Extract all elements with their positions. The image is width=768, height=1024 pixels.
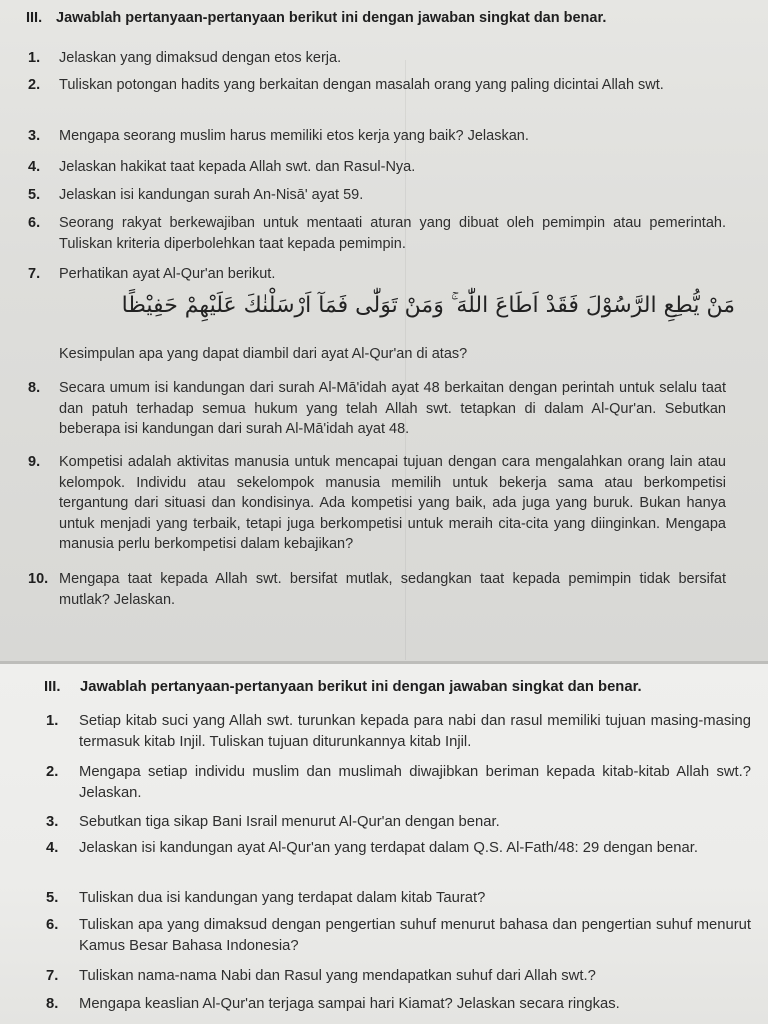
question-item	[28, 569, 726, 610]
question-item	[28, 378, 726, 440]
section-number: III.	[44, 679, 61, 695]
question-text: Perhatikan ayat Al-Qur'an berikut.	[59, 266, 276, 282]
question-item	[46, 711, 751, 753]
question-item	[28, 264, 726, 285]
question-number: 8.	[46, 996, 59, 1012]
section-heading	[26, 10, 606, 26]
question-number: 2.	[46, 764, 59, 780]
verse-question: Kesimpulan apa yang dapat diambil dari ayat Al-Qur'an di atas?	[59, 346, 468, 362]
question-item	[28, 213, 726, 254]
question-text: Jelaskan hakikat taat kepada Allah swt. dan Rasul-Nya.	[59, 159, 416, 175]
question-text: Mengapa taat kepada Allah swt. bersifat mutlak, sedangkan taat kepada pemimpin tidak bersifat mutlak? Jelaskan.	[59, 571, 726, 608]
question-number: 5.	[28, 187, 41, 203]
section-heading	[44, 679, 642, 695]
question-text: Sebutkan tiga sikap Bani Israil menurut Al-Qur'an dengan benar.	[79, 814, 500, 830]
question-number: 6.	[28, 215, 41, 231]
question-item	[28, 126, 726, 147]
question-item	[46, 838, 751, 859]
question-item	[46, 966, 751, 987]
question-text: Mengapa seorang muslim harus memiliki etos kerja yang baik? Jelaskan.	[59, 128, 529, 144]
question-item	[46, 812, 751, 833]
question-text: Jelaskan yang dimaksud dengan etos kerja.	[59, 50, 342, 66]
question-text: Tuliskan dua isi kandungan yang terdapat dalam kitab Taurat?	[79, 890, 486, 906]
question-text: Tuliskan potongan hadits yang berkaitan dengan masalah orang yang paling dicintai Allah swt.	[59, 77, 664, 93]
question-number: 8.	[28, 380, 41, 396]
question-item	[28, 452, 726, 555]
question-number: 10.	[28, 571, 49, 587]
question-text: Tuliskan nama-nama Nabi dan Rasul yang mendapatkan suhuf dari Allah swt.?	[79, 968, 596, 984]
question-text: Seorang rakyat berkewajiban untuk mentaati aturan yang dibuat oleh pemimpin atau pemerintah. Tuliskan kriteria diperbolehkan taat kepada pemimpin.	[59, 215, 726, 252]
question-number: 6.	[46, 917, 59, 933]
question-text: Kompetisi adalah aktivitas manusia untuk mencapai tujuan dengan cara mengalahkan orang lain atau kelompok. Individu atau sekelompok manusia memilih untuk bekerja sama atau berkompetisi tergantung dari situasi dan kondisinya. Ada kompetisi yang baik, ada juga yang buruk. Bukan hanya untuk menjadi yang terbaik, tetapi juga berkompetisi untuk meraih cita-cita yang diinginkan. Mengapa manusia perlu berkompetisi dalam kebajikan?	[59, 454, 726, 552]
question-number: 3.	[28, 128, 41, 144]
question-number: 7.	[28, 266, 41, 282]
question-item	[46, 994, 751, 1015]
question-text: Jelaskan isi kandungan surah An-Nisā' ayat 59.	[59, 187, 364, 203]
arabic-verse: مَنْ يُّطِعِ الرَّسُوْلَ فَقَدْ اَطَاعَ اللّٰهَ ۚ وَمَنْ تَوَلّٰى فَمَآ اَرْسَلْنٰكَ عَلَيْهِمْ حَفِيْظًا	[121, 293, 735, 318]
question-number: 7.	[46, 968, 59, 984]
bottom-document-page	[0, 664, 768, 1024]
question-item	[28, 157, 726, 178]
question-item	[46, 888, 751, 909]
question-text: Secara umum isi kandungan dari surah Al-Mā'idah ayat 48 berkaitan dengan perintah untuk selalu taat dan patuh terhadap semua hukum yang telah Allah swt. tetapkan di dalam Al-Qur'an. Sebutkan beberapa isi kandungan dari surah Al-Mā'idah ayat 48.	[59, 380, 726, 437]
question-text: Tuliskan apa yang dimaksud dengan pengertian suhuf menurut bahasa dan pengertian suhuf menurut Kamus Besar Bahasa Indonesia?	[79, 917, 751, 954]
question-text: Setiap kitab suci yang Allah swt. turunkan kepada para nabi dan rasul memiliki tujuan masing-masing termasuk kitab Injil. Tuliskan tujuan diturunkannya kitab Injil.	[79, 713, 751, 750]
question-number: 9.	[28, 454, 41, 470]
question-number: 2.	[28, 77, 41, 93]
question-text: Mengapa setiap individu muslim dan muslimah diwajibkan beriman kepada kitab-kitab Allah swt.? Jelaskan.	[79, 764, 751, 801]
question-number: 3.	[46, 814, 59, 830]
section-heading-text: Jawablah pertanyaan-pertanyaan berikut ini dengan jawaban singkat dan benar.	[56, 10, 607, 26]
question-text: Mengapa keaslian Al-Qur'an terjaga sampai hari Kiamat? Jelaskan secara ringkas.	[79, 996, 620, 1012]
question-item	[28, 48, 726, 69]
question-number: 4.	[28, 159, 41, 175]
question-number: 5.	[46, 890, 59, 906]
question-item	[46, 762, 751, 804]
question-item	[28, 185, 726, 206]
question-item	[46, 915, 751, 957]
section-number: III.	[26, 10, 43, 26]
section-heading-text: Jawablah pertanyaan-pertanyaan berikut ini dengan jawaban singkat dan benar.	[80, 679, 642, 695]
question-number: 4.	[46, 840, 59, 856]
question-number: 1.	[28, 50, 41, 66]
question-text: Jelaskan isi kandungan ayat Al-Qur'an yang terdapat dalam Q.S. Al-Fath/48: 29 dengan benar.	[79, 840, 698, 856]
question-number: 1.	[46, 713, 59, 729]
question-item	[28, 75, 726, 96]
